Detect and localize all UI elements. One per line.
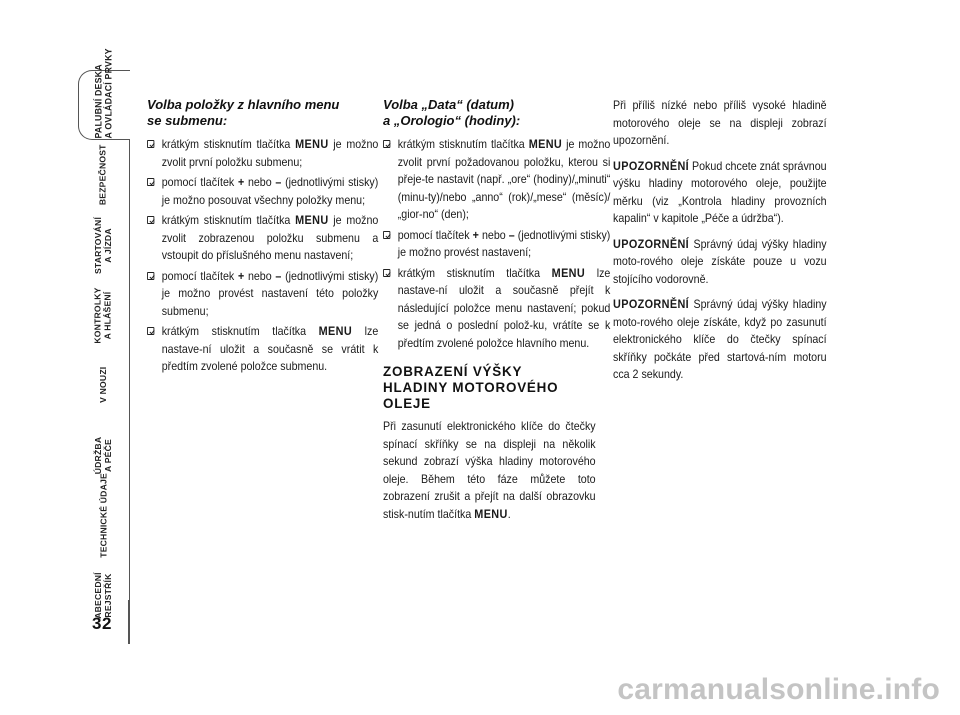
warning-paragraph: UPOZORNĚNÍ Správný údaj výšky hladiny moto-rového oleje získáte pouze u vozu stojícího vodorovně. — [613, 236, 827, 286]
list-item: krátkým stisknutím tlačítka MENU lze nastave-ní uložit a současně se vrátit k předtím zvolené položce submenu. — [147, 323, 378, 376]
tab-label: KONTROLKY A HLÁŠENÍ — [93, 286, 113, 344]
tab-bezpecnost[interactable] — [78, 140, 130, 210]
list-item: pomocí tlačítek + nebo – (jednotlivými stisky) je možno posouvat všechny položky menu; — [147, 174, 378, 209]
page-number: 32 — [92, 614, 112, 633]
tab-label: V NOUZI — [97, 366, 108, 404]
tab-technicke-udaje[interactable] — [78, 473, 130, 560]
plus-icon: + — [237, 269, 245, 283]
tab-kontrolky[interactable] — [78, 280, 130, 350]
checkbox-bullet-icon — [383, 140, 390, 148]
checkbox-bullet-icon — [147, 327, 154, 335]
minus-icon: – — [508, 228, 515, 242]
tab-palubni-deska[interactable] — [78, 47, 130, 140]
tab-label: BEZPEČNOST — [97, 144, 108, 206]
list-item: krátkým stisknutím tlačítka MENU je možno zvolit první požadovanou položku, kterou si přeje-te nastavit (např. „ore“ (hodiny)/„minuti“ (minu-ty)/nebo „anno“ (rok)/„mese“ (měsíc)/„gior-no“ (den); — [383, 136, 610, 224]
tab-label: ABECEDNÍ REJSTŘÍK — [93, 571, 113, 619]
checkbox-bullet-icon — [147, 216, 154, 224]
list-item: krátkým stisknutím tlačítka MENU je možno zvolit první položku submenu; — [147, 136, 378, 171]
column-2 — [383, 97, 611, 531]
checkbox-bullet-icon — [383, 269, 390, 277]
checkbox-bullet-icon — [147, 178, 154, 186]
oil-level-section-title: ZOBRAZENÍ VÝŠKY HLADINY MOTOROVÉHO OLEJE — [383, 364, 559, 411]
tab-startovani[interactable] — [78, 210, 130, 280]
submenu-heading: Volba položky z hlavního menu se submenu: — [147, 97, 340, 128]
warning-paragraph: UPOZORNĚNÍ Pokud chcete znát správnou výšku hladiny motorového oleje, použijte měrku (viz „Kontrola hladiny provozních kapalin“ v kapitole „Péče a údržba“). — [613, 158, 827, 225]
checkbox-bullet-icon — [383, 231, 390, 239]
intro-paragraph: Při příliš nízké nebo příliš vysoké hladině motorového oleje se na displeji zobrazí upozornění. — [613, 99, 827, 147]
column-1 — [147, 97, 379, 379]
tab-label: ÚDRŽBA A PÉČE — [93, 436, 113, 474]
checkbox-bullet-icon — [147, 140, 154, 148]
tab-label: STARTOVÁNÍ A JÍZDA — [93, 216, 113, 274]
list-item: krátkým stisknutím tlačítka MENU je možno zvolit zobrazenou položku submenu a vstoupit do příslušného menu nastavení; — [147, 212, 378, 265]
minus-icon: – — [275, 269, 282, 283]
warning-paragraph: UPOZORNĚNÍ Správný údaj výšky hladiny moto-rového oleje získáte, když po zasunutí elektronického klíče do čtečky spínací skříňky počkáte před startová-ním motoru cca 2 sekundy. — [613, 297, 827, 381]
checkbox-bullet-icon — [147, 272, 154, 280]
minus-icon: – — [275, 176, 282, 189]
date-clock-heading: Volba „Data“ (datum) a „Orologio“ (hodiny): — [383, 97, 521, 128]
column-3 — [613, 97, 828, 392]
plus-icon: + — [472, 228, 479, 242]
plus-icon: + — [237, 176, 245, 189]
page-number-divider — [128, 600, 130, 644]
list-item: pomocí tlačítek + nebo – (jednotlivými stisky) je možno provést nastavení; — [383, 227, 610, 262]
oil-level-paragraph: Při zasunutí elektronického klíče do čtečky spínací skříňky se na displeji na několik sekund zobrazí výška hladiny motorového oleje. Během této fáze můžete toto zobrazení zrušit a přejít na další obrazovku stisk-nutím tlačítka MENU. — [383, 420, 596, 521]
list-item: pomocí tlačítek + nebo – (jednotlivými stisky) je možno provést nastavení této položky submenu; — [147, 268, 378, 321]
list-item: krátkým stisknutím tlačítka MENU lze nastave-ní uložit a současně přejít k následující položce menu nastavení; pokud se jedná o poslední polož-ku, vrátíte se k předtím zvolené položce hlavního menu. — [383, 265, 610, 353]
tab-v-nouzi[interactable] — [78, 350, 130, 420]
tab-label: TECHNICKÉ ÚDAJE — [97, 473, 108, 558]
tab-label: PALUBNÍ DESKA A OVLÁDACÍ PRVKY — [93, 47, 113, 138]
date-clock-steps — [383, 136, 611, 352]
watermark: carmanualsonline.info — [617, 673, 940, 706]
submenu-steps — [147, 136, 379, 376]
